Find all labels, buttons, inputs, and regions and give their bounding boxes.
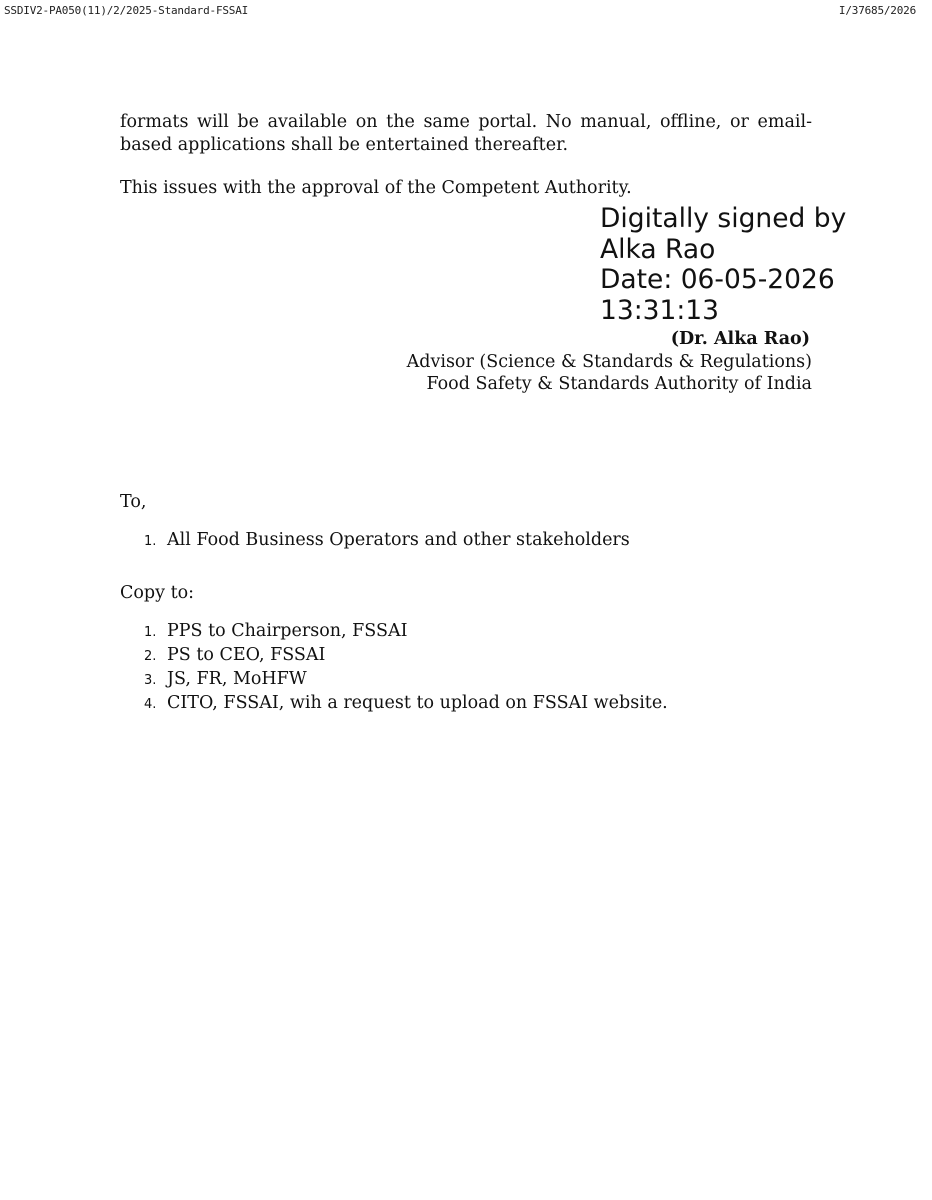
signatory-organization: Food Safety & Standards Authority of India xyxy=(426,374,812,394)
to-list xyxy=(138,529,630,553)
list-item-number: 2. xyxy=(144,649,157,664)
list-item-number: 1. xyxy=(144,534,157,549)
list-item xyxy=(138,620,668,644)
list-item-text: CITO, FSSAI, wih a request to upload on FSSAI website. xyxy=(167,693,668,713)
list-item-number: 3. xyxy=(144,673,157,688)
list-item-text: PPS to Chairperson, FSSAI xyxy=(167,621,408,641)
signatory-block xyxy=(407,328,812,396)
document-number: I/37685/2026 xyxy=(838,4,916,17)
list-item-text: JS, FR, MoHFW xyxy=(167,669,307,689)
signatory-name: (Dr. Alka Rao) xyxy=(670,329,810,349)
signature-line-date: Date: 06-05-2026 xyxy=(600,264,835,295)
list-item xyxy=(138,529,630,553)
list-item xyxy=(138,692,668,716)
body-paragraph-portal: formats will be available on the same portal. No manual, offline, or email-based applications shall be entertained thereafter. xyxy=(120,112,812,155)
list-item-number: 1. xyxy=(144,625,157,640)
copy-to-list xyxy=(138,620,668,716)
list-item xyxy=(138,644,668,668)
file-reference: SSDIV2-PA050(11)/2/2025-Standard-FSSAI xyxy=(4,4,249,17)
digital-signature-stamp xyxy=(600,204,846,326)
signature-line-signer: Alka Rao xyxy=(600,233,716,265)
list-item-number: 4. xyxy=(144,697,157,712)
list-item-text: PS to CEO, FSSAI xyxy=(167,645,326,665)
signature-line-time: 13:31:13 xyxy=(600,294,720,326)
body-paragraph-approval: This issues with the approval of the Competent Authority. xyxy=(120,178,632,198)
to-label: To, xyxy=(120,492,147,512)
list-item xyxy=(138,668,668,692)
signatory-designation: Advisor (Science & Standards & Regulations) xyxy=(406,351,812,372)
copy-to-label: Copy to: xyxy=(120,583,195,603)
signature-line-signed-by: Digitally signed by xyxy=(600,203,847,234)
list-item-text: All Food Business Operators and other stakeholders xyxy=(167,530,630,550)
